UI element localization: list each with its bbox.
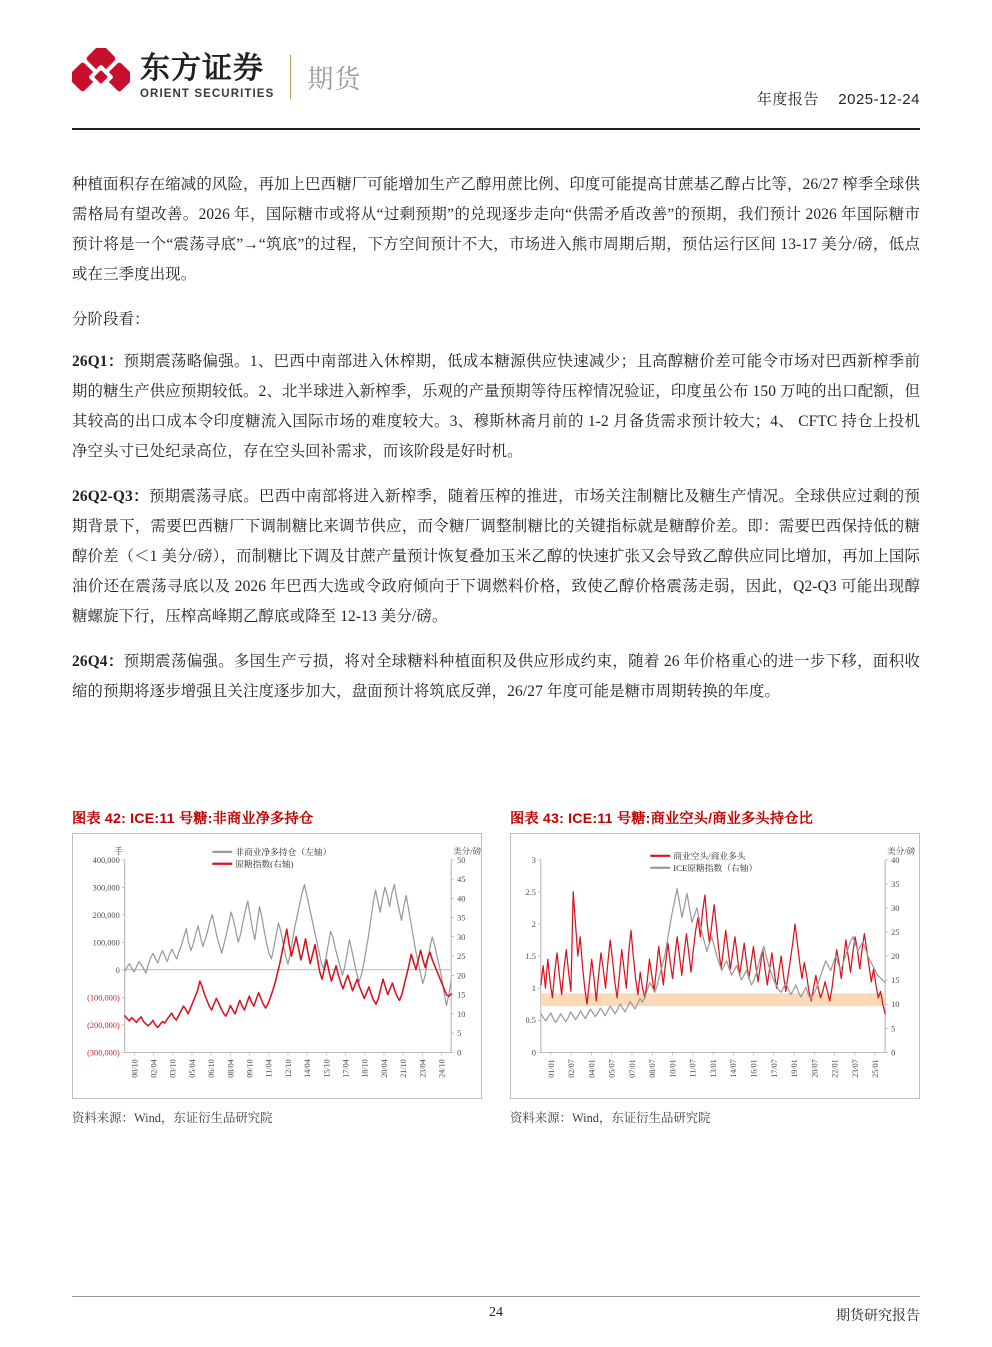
figure-42 <box>72 808 482 1126</box>
svg-text:17/04: 17/04 <box>341 1059 351 1078</box>
svg-text:50: 50 <box>457 855 466 865</box>
svg-text:0: 0 <box>531 1048 536 1058</box>
svg-text:20: 20 <box>457 971 466 981</box>
svg-text:0: 0 <box>457 1048 462 1058</box>
svg-text:40: 40 <box>457 894 466 904</box>
q4-lead-label: 26Q4： <box>72 653 124 670</box>
q4-text: 预期震荡偏强。多国生产亏损，将对全球糖料种植面积及供应形成约束，随着 26 年价格重心的进一步下移，面积收缩的预期将逐步增强且关注度逐步加大，盘面预计将筑底反弹，26/27 年度可能是糖市周期转换的年度。 <box>72 653 920 700</box>
figure-43 <box>510 808 920 1126</box>
figure-43-frame <box>510 833 920 1099</box>
svg-text:100,000: 100,000 <box>92 938 120 948</box>
svg-text:200,000: 200,000 <box>92 910 120 920</box>
svg-text:手: 手 <box>114 845 124 856</box>
svg-text:03/10: 03/10 <box>168 1059 178 1078</box>
q1-lead-label: 26Q1： <box>72 353 124 370</box>
svg-text:3: 3 <box>531 855 536 865</box>
svg-text:05/07: 05/07 <box>607 1059 617 1078</box>
footer-page-number: 24 <box>489 1305 503 1320</box>
svg-text:5: 5 <box>457 1029 462 1039</box>
svg-text:20/07: 20/07 <box>810 1059 820 1078</box>
orient-securities-diamond-icon <box>72 48 130 106</box>
svg-text:08/07: 08/07 <box>648 1059 658 1078</box>
q1-text: 预期震荡略偏强。1、巴西中南部进入休榨期，低成本糖源供应快速减少；且高醇糖价差可能令市场对巴西新榨季前期的糖生产供应预期较低。2、北半球进入新榨季，乐观的产量预期等待压榨情况验证，印度虽公布 150 万吨的出口配额，但其较高的出口成本令印度糖流入国际市场的难度较大。3、穆斯林斋月前的 1-2 月备货需求预计较大；4、 CFTC 持仓上投机净空头寸已处纪录高位，存在空头回补需求，而该阶段是好时机。 <box>72 353 920 460</box>
svg-text:11/07: 11/07 <box>688 1059 698 1078</box>
brand-text <box>130 54 274 100</box>
svg-text:300,000: 300,000 <box>92 883 120 893</box>
svg-text:ICE原糖指数（右轴）: ICE原糖指数（右轴） <box>673 862 758 873</box>
chart-42-canvas <box>73 834 481 1098</box>
figure-42-frame <box>72 833 482 1099</box>
svg-text:45: 45 <box>457 875 466 885</box>
brand-subunit-label: 期货 <box>307 63 362 94</box>
svg-text:02/07: 02/07 <box>567 1059 577 1078</box>
header-divider-rule <box>72 128 920 130</box>
svg-text:1: 1 <box>531 984 536 994</box>
report-date-label: 2025-12-24 <box>838 91 920 108</box>
svg-text:04/01: 04/01 <box>587 1059 597 1078</box>
svg-text:11/04: 11/04 <box>264 1059 274 1078</box>
svg-text:0: 0 <box>115 965 120 975</box>
svg-text:30: 30 <box>891 903 900 913</box>
svg-text:10/01: 10/01 <box>668 1059 678 1078</box>
svg-text:12/10: 12/10 <box>283 1059 293 1078</box>
svg-text:2.5: 2.5 <box>525 887 536 897</box>
svg-text:19/01: 19/01 <box>790 1059 800 1078</box>
svg-text:0.5: 0.5 <box>525 1016 536 1026</box>
page-header <box>0 0 992 140</box>
svg-text:24/10: 24/10 <box>437 1059 447 1078</box>
svg-text:35: 35 <box>891 879 900 889</box>
paragraph-outlook: 种植面积存在缩减的风险，再加上巴西糖厂可能增加生产乙醇用蔗比例、印度可能提高甘蔗基乙醇占比等，26/27 榨季全球供需格局有望改善。2026 年，国际糖市或将从“过剩预期”的兑现逐步走向“供需矛盾改善”的预期，我们预计 2026 年国际糖市预计将是一个“震荡寻底”→“筑底”的过程，下方空间预计不大，市场进入熊市周期后期，预估运行区间 13-17 美分/磅，低点或在三季度出现。 <box>72 176 920 283</box>
svg-text:16/01: 16/01 <box>749 1059 759 1078</box>
footer-report-label: 期货研究报告 <box>836 1309 920 1324</box>
svg-text:14/04: 14/04 <box>303 1059 313 1078</box>
report-type-label: 年度报告 <box>756 91 819 108</box>
brand-divider <box>290 55 291 99</box>
svg-text:20/04: 20/04 <box>379 1059 389 1078</box>
brand-name-en: ORIENT SECURITIES <box>140 88 275 100</box>
svg-text:21/10: 21/10 <box>399 1059 409 1078</box>
svg-text:05/04: 05/04 <box>187 1059 197 1078</box>
svg-text:25/01: 25/01 <box>871 1059 881 1078</box>
figure-43-title: 图表 43: ICE:11 号糖:商业空头/商业多头持仓比 <box>510 811 813 827</box>
svg-text:08/04: 08/04 <box>226 1059 236 1078</box>
svg-text:0: 0 <box>891 1048 896 1058</box>
figure-42-title: 图表 42: ICE:11 号糖:非商业净多持仓 <box>72 811 314 827</box>
svg-text:(100,000): (100,000) <box>87 993 120 1003</box>
svg-text:13/01: 13/01 <box>708 1059 718 1078</box>
svg-text:40: 40 <box>891 855 900 865</box>
brand-name-cn: 东方证券 <box>140 52 264 85</box>
svg-text:400,000: 400,000 <box>92 855 120 865</box>
figure-row <box>72 808 920 1126</box>
svg-text:(200,000): (200,000) <box>87 1020 120 1030</box>
svg-text:30: 30 <box>457 932 466 942</box>
svg-text:23/04: 23/04 <box>418 1059 428 1078</box>
report-meta <box>757 88 920 109</box>
svg-text:1.5: 1.5 <box>525 952 536 962</box>
svg-text:(300,000): (300,000) <box>87 1048 120 1058</box>
svg-text:10: 10 <box>457 1009 466 1019</box>
figure-42-source: 资料来源：Wind，东证衍生品研究院 <box>72 1111 273 1125</box>
svg-text:02/04: 02/04 <box>149 1059 159 1078</box>
paragraph-stage-intro: 分阶段看： <box>72 311 150 328</box>
svg-text:18/10: 18/10 <box>360 1059 370 1078</box>
svg-text:25: 25 <box>457 952 466 962</box>
svg-text:35: 35 <box>457 913 466 923</box>
brand-logo <box>72 48 361 106</box>
svg-text:美分/磅: 美分/磅 <box>453 845 481 856</box>
report-body <box>72 170 920 722</box>
q2q3-text: 预期震荡寻底。巴西中南部将进入新榨季，随着压榨的推进，市场关注制糖比及糖生产情况。全球供应过剩的预期背景下，需要巴西糖厂下调制糖比来调节供应，而令糖厂调整制糖比的关键指标就是糖醇价差。即：需要巴西保持低的糖醇价差（＜1 美分/磅），而制糖比下调及甘蔗产量预计恢复叠加玉米乙醇的快速扩张又会导致乙醇供应同比增加，再加上国际油价还在震荡寻底以及 2026 年巴西大选或令政府倾向于下调燃料价格，致使乙醇价格震荡走弱，因此，Q2-Q3 可能出现醇糖螺旋下行，压榨高峰期乙醇底或降至 12-13 美分/磅。 <box>72 488 920 625</box>
svg-text:非商业净多持仓（左轴）: 非商业净多持仓（左轴） <box>235 847 332 858</box>
svg-text:20: 20 <box>891 952 900 962</box>
svg-text:01/01: 01/01 <box>546 1059 556 1078</box>
svg-text:06/10: 06/10 <box>207 1059 217 1078</box>
q2q3-lead-label: 26Q2-Q3： <box>72 488 149 505</box>
svg-text:2: 2 <box>531 919 536 929</box>
paragraph-q4 <box>72 647 920 707</box>
svg-text:23/07: 23/07 <box>850 1059 860 1078</box>
svg-text:09/10: 09/10 <box>245 1059 255 1078</box>
svg-text:15/10: 15/10 <box>322 1059 332 1078</box>
chart-43-canvas <box>511 834 919 1098</box>
footer-divider-rule <box>72 1296 920 1297</box>
paragraph-q1 <box>72 347 920 467</box>
svg-text:22/01: 22/01 <box>830 1059 840 1078</box>
svg-text:17/07: 17/07 <box>769 1059 779 1078</box>
svg-text:5: 5 <box>891 1024 896 1034</box>
svg-text:15: 15 <box>891 976 900 986</box>
svg-text:15: 15 <box>457 990 466 1000</box>
svg-text:07/01: 07/01 <box>627 1059 637 1078</box>
svg-text:25: 25 <box>891 927 900 937</box>
svg-text:美分/磅: 美分/磅 <box>887 845 916 856</box>
svg-text:原糖指数(右轴): 原糖指数(右轴) <box>235 858 294 869</box>
svg-text:00/10: 00/10 <box>130 1059 140 1078</box>
figure-43-source: 资料来源：Wind，东证衍生品研究院 <box>510 1111 711 1125</box>
svg-text:商业空头/商业多头: 商业空头/商业多头 <box>673 851 746 862</box>
svg-text:14/07: 14/07 <box>729 1059 739 1078</box>
paragraph-q2q3 <box>72 482 920 632</box>
svg-text:10: 10 <box>891 1000 900 1010</box>
